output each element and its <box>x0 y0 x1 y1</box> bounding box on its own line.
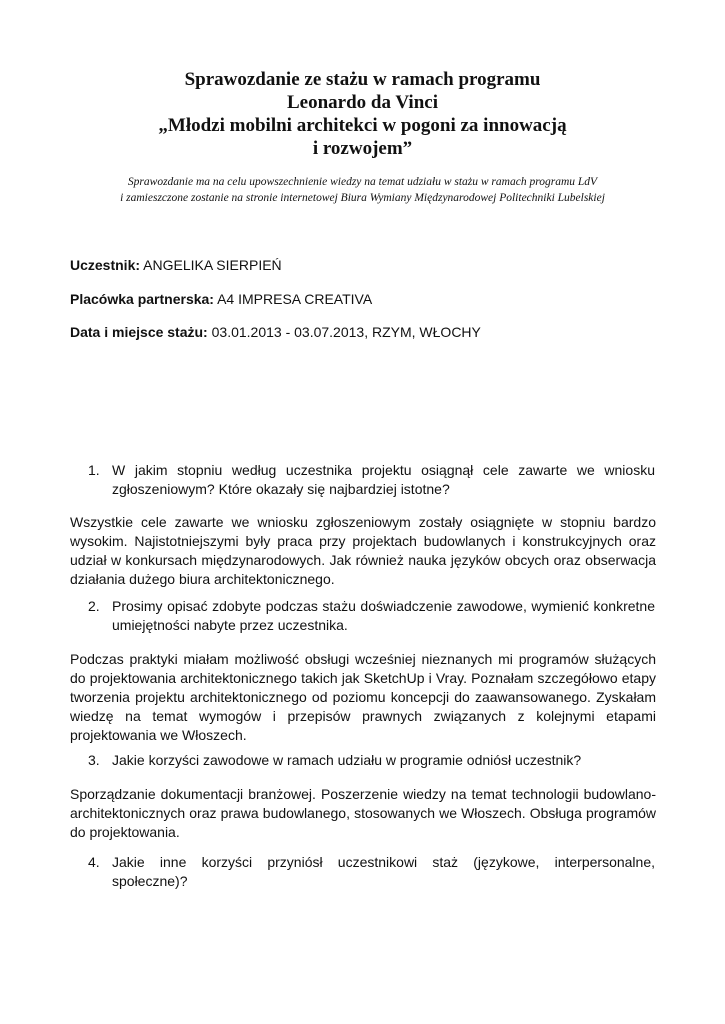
partner-row <box>70 291 372 307</box>
question-number: 3. <box>88 752 100 768</box>
subtitle-line: i zamieszczone zostanie na stronie internetowej Biura Wymiany Międzynarodowej Politechniki Lubelskiej <box>120 192 605 204</box>
question-number: 2. <box>88 598 100 614</box>
question-text: Prosimy opisać zdobyte podczas stażu doświadczenie zawodowe, wymienić konkretne umiejętności nabyte przez uczestnika. <box>112 598 655 633</box>
question-4 <box>88 853 655 891</box>
question-3 <box>88 751 655 770</box>
question-2 <box>88 597 655 635</box>
answer-3: Sporządzanie dokumentacji branżowej. Poszerzenie wiedzy na temat technologii budowlano-architektonicznych oraz prawa budowlanego, stosowanych we Włoszech. Obsługa programów do projektowania. <box>70 786 656 840</box>
partner-value: A4 IMPRESA CREATIVA <box>217 291 373 307</box>
question-number: 1. <box>88 462 100 478</box>
participant-label: Uczestnik: <box>70 257 141 273</box>
question-number: 4. <box>88 854 100 870</box>
document-title <box>60 68 665 160</box>
question-1 <box>88 461 655 499</box>
document-subtitle <box>40 174 685 206</box>
title-line: Sprawozdanie ze stażu w ramach programu <box>184 69 541 90</box>
answer-2: Podczas praktyki miałam możliwość obsługi wcześniej nieznanych mi programów służących do projektowania architektonicznego takich jak SketchUp i Vray. Poznałam szczegółowo etapy tworzenia projektu architektonicznego od poziomu koncepcji do zaawansowanego. Zyskałam wiedzę na temat wymogów i przepisów prawnych związanych z kolejnymi etapami projektowania we Włoszech. <box>70 651 656 743</box>
dates-label: Data i miejsce stażu: <box>70 324 208 340</box>
participant-row <box>70 257 282 273</box>
subtitle-line: Sprawozdanie ma na celu upowszechnienie wiedzy na temat udziału w stażu w ramach programu LdV <box>127 176 598 188</box>
title-line: „Młodzi mobilni architekci w pogoni za innowacją <box>158 115 567 136</box>
dates-row <box>70 324 481 340</box>
title-line: i rozwojem” <box>312 138 413 159</box>
question-text: W jakim stopniu według uczestnika projektu osiągnął cele zawarte we wniosku zgłoszeniowym? Które okazały się najbardziej istotne? <box>112 462 655 497</box>
question-text: Jakie korzyści zawodowe w ramach udziału w programie odniósł uczestnik? <box>112 752 582 768</box>
participant-value: ANGELIKA SIERPIEŃ <box>143 257 282 273</box>
question-text: Jakie inne korzyści przyniósł uczestnikowi staż (językowe, interpersonalne, społeczne)? <box>112 854 655 889</box>
answer-1: Wszystkie cele zawarte we wniosku zgłoszeniowym zostały osiągnięte w stopniu bardzo wysokim. Najistotniejszymi były praca przy projektach budowlanych i konstrukcyjnych oraz udział w konkursach międzynarodowych. Jak również nauka języków obcych oraz obserwacja działania dużego biura architektonicznego. <box>70 514 656 587</box>
dates-value: 03.01.2013 - 03.07.2013, RZYM, WŁOCHY <box>211 324 481 340</box>
title-line: Leonardo da Vinci <box>287 92 438 113</box>
partner-label: Placówka partnerska: <box>70 291 214 307</box>
